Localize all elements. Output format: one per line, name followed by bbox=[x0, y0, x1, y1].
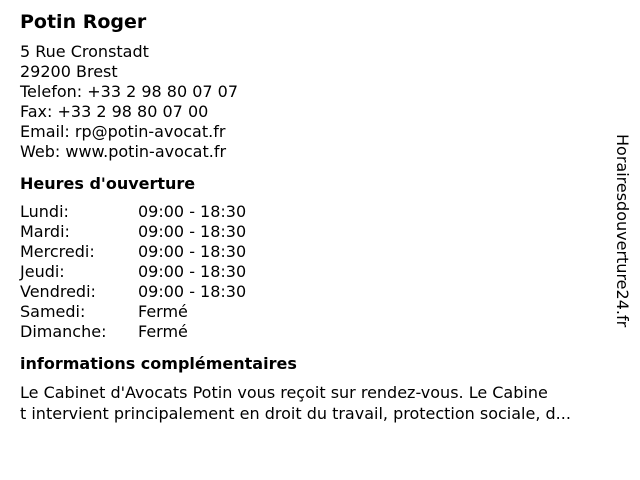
hours-day: Dimanche: bbox=[20, 322, 107, 341]
info-line-1: Le Cabinet d'Avocats Potin vous reçoit sur rendez-vous. Le Cabine bbox=[20, 383, 548, 402]
email-line: Email: rp@potin-avocat.fr bbox=[20, 122, 226, 141]
hours-time: 09:00 - 18:30 bbox=[138, 282, 247, 301]
hours-day: Mercredi: bbox=[20, 242, 95, 261]
business-name: Potin Roger bbox=[20, 11, 147, 33]
site-watermark: Horairesdouverture24.fr bbox=[613, 134, 632, 328]
hours-list bbox=[20, 202, 620, 342]
hours-time: 09:00 - 18:30 bbox=[138, 202, 247, 221]
info-title: informations complémentaires bbox=[20, 354, 297, 373]
hours-day: Vendredi: bbox=[20, 282, 96, 301]
hours-day: Samedi: bbox=[20, 302, 86, 321]
info-line-2: t intervient principalement en droit du travail, protection sociale, d... bbox=[20, 404, 571, 423]
hours-time: 09:00 - 18:30 bbox=[138, 242, 247, 261]
hours-time: Fermé bbox=[138, 302, 188, 321]
hours-time: 09:00 - 18:30 bbox=[138, 262, 247, 281]
hours-title: Heures d'ouverture bbox=[20, 174, 196, 193]
hours-day: Mardi: bbox=[20, 222, 70, 241]
hours-row bbox=[20, 202, 620, 222]
business-card bbox=[20, 10, 620, 424]
phone-line: Telefon: +33 2 98 80 07 07 bbox=[20, 82, 239, 101]
hours-time: Fermé bbox=[138, 322, 188, 341]
hours-row bbox=[20, 222, 620, 242]
web-line: Web: www.potin-avocat.fr bbox=[20, 142, 227, 161]
hours-row bbox=[20, 322, 620, 342]
fax-line: Fax: +33 2 98 80 07 00 bbox=[20, 102, 209, 121]
info-description bbox=[20, 382, 620, 424]
address-street: 5 Rue Cronstadt bbox=[20, 42, 149, 61]
hours-time: 09:00 - 18:30 bbox=[138, 222, 247, 241]
hours-row bbox=[20, 302, 620, 322]
hours-row bbox=[20, 242, 620, 262]
address-city: 29200 Brest bbox=[20, 62, 118, 81]
hours-day: Lundi: bbox=[20, 202, 69, 221]
hours-row bbox=[20, 262, 620, 282]
hours-row bbox=[20, 282, 620, 302]
hours-day: Jeudi: bbox=[20, 262, 65, 281]
